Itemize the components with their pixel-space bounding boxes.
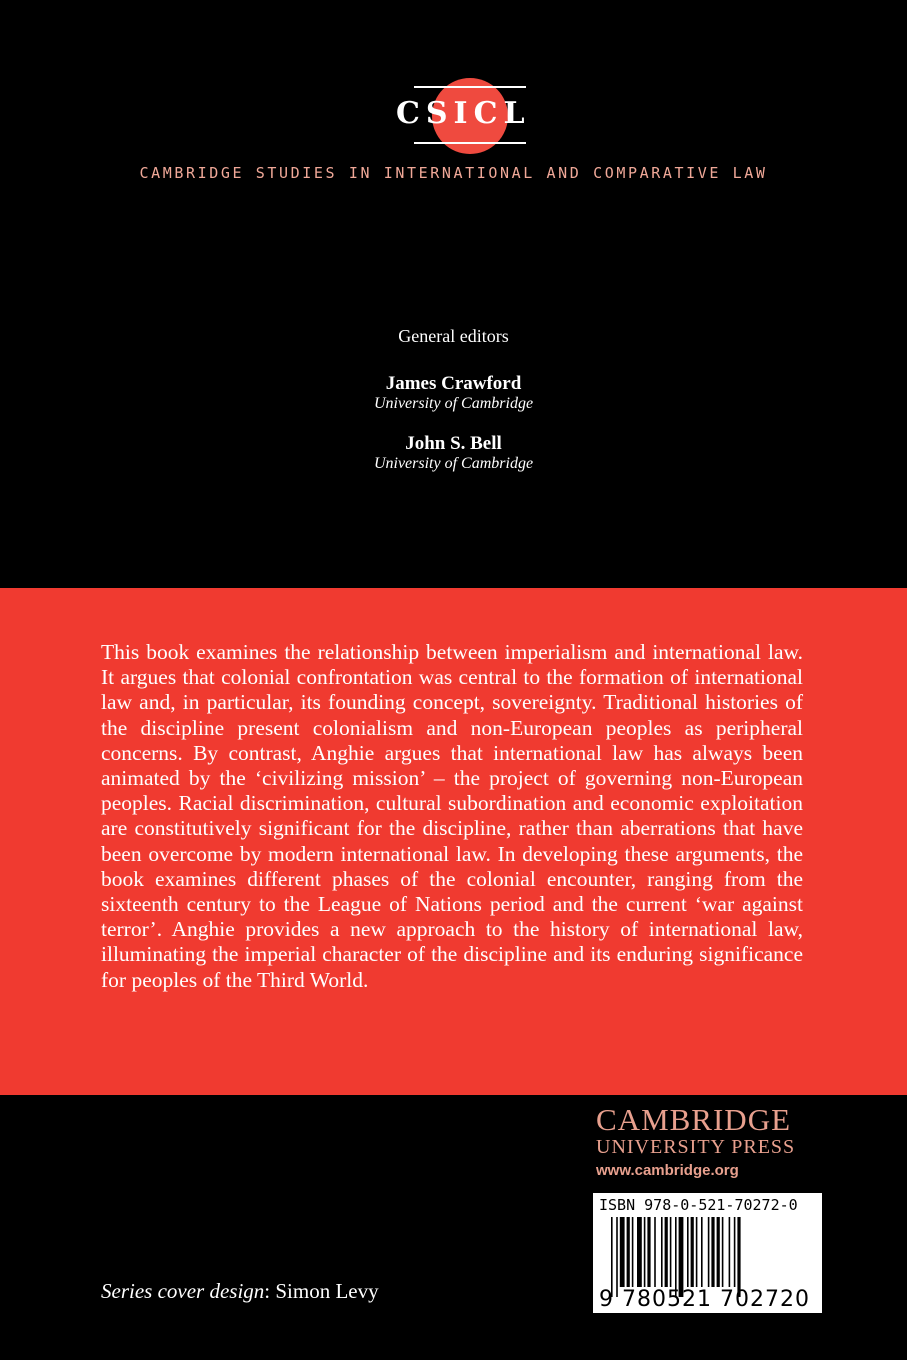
- editors-heading: General editors: [398, 326, 509, 346]
- barcode-bar: [717, 1217, 720, 1287]
- barcode-bar: [708, 1217, 710, 1287]
- isbn-barcode-box: [593, 1193, 822, 1337]
- logo-rule-top: [414, 86, 526, 88]
- csicl-logo: [396, 74, 531, 158]
- publisher-logo: [596, 1104, 795, 1179]
- credit-label: Series cover design: [101, 1279, 265, 1303]
- barcode-bar: [701, 1217, 703, 1287]
- barcode-bar: [665, 1217, 668, 1287]
- logo-text: CSICL: [396, 96, 531, 131]
- barcode-bar: [696, 1217, 698, 1287]
- barcode-bar: [670, 1217, 672, 1287]
- barcode-bar: [734, 1217, 736, 1287]
- barcode-bar: [647, 1217, 650, 1287]
- editor-name: James Crawford: [385, 373, 522, 394]
- barcode-bar: [729, 1217, 731, 1287]
- editor-name: John S. Bell: [405, 433, 502, 454]
- barcode-bar: [691, 1217, 694, 1287]
- barcode-bar: [637, 1217, 642, 1287]
- barcode-bar: [661, 1217, 663, 1287]
- barcode-bar: [611, 1217, 613, 1297]
- barcode-bar: [632, 1217, 634, 1287]
- publisher-subname: UNIVERSITY PRESS: [596, 1136, 796, 1158]
- barcode-bar: [644, 1217, 646, 1287]
- publisher-url: www.cambridge.org: [596, 1162, 739, 1179]
- cover-design-credit: [101, 1279, 379, 1304]
- book-blurb: This book examines the relationship between imperialism and international law. It argues that colonial confrontation was central to the formation of international law and, in particular, its founding concept, sovereignty. Traditional histories of the discipline present colonialism and non-European peoples as peripheral concerns. By contrast, Anghie argues that international law has always been animated by the ‘civilizing mission’ – the project of governing non-European peoples. Racial discrimination, cultural subordination and economic exploitation are constitutively significant for the discipline, rather than aberrations that have been overcome by modern international law. In developing these arguments, the book examines different phases of the colonial encounter, ranging from the sixteenth century to the League of Nations period and the current ‘war against terror’. Anghie provides a new approach to the history of international law, illuminating the imperial character of the discipline and its enduring significance for peoples of the Third World.: [101, 640, 803, 992]
- barcode-bar: [675, 1217, 677, 1297]
- isbn-label: ISBN 978-0-521-70272-0: [599, 1196, 798, 1214]
- barcode-bar: [620, 1217, 625, 1287]
- editor-affiliation: University of Cambridge: [373, 455, 534, 472]
- barcode-bar: [687, 1217, 689, 1287]
- barcode-bar: [711, 1217, 714, 1287]
- barcode-bar: [679, 1217, 684, 1297]
- series-title: CAMBRIDGE STUDIES IN INTERNATIONAL AND COMPARATIVE LAW: [139, 164, 768, 182]
- general-editors: [0, 326, 907, 493]
- barcode: [611, 1217, 811, 1297]
- barcode-bar: [737, 1217, 740, 1297]
- barcode-bar: [722, 1217, 724, 1287]
- logo-rule-bottom: [414, 142, 526, 144]
- barcode-bar: [654, 1217, 656, 1287]
- editor-affiliation: University of Cambridge: [373, 395, 534, 412]
- barcode-bar: [627, 1217, 630, 1287]
- credit-name: : Simon Levy: [264, 1279, 379, 1303]
- barcode-bar: [616, 1217, 618, 1297]
- barcode-digits: 9 780521 702720 >: [599, 1287, 810, 1337]
- publisher-name: CAMBRIDGE: [596, 1102, 792, 1137]
